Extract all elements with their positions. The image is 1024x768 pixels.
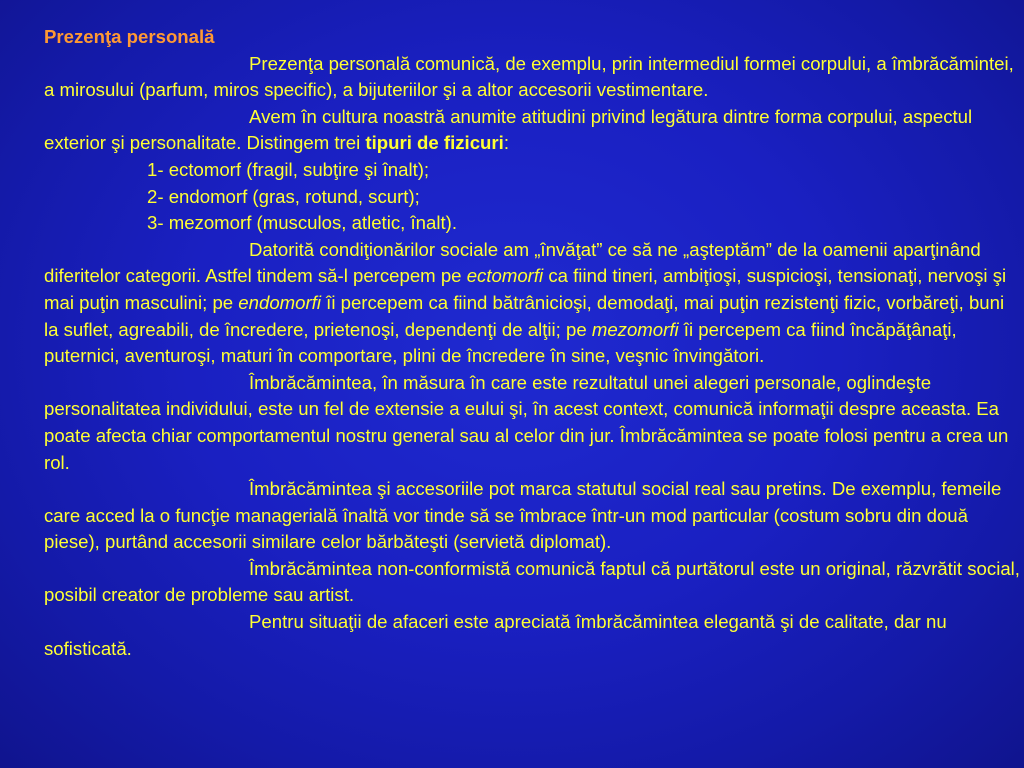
paragraph-2-end: : [503,132,509,154]
paragraph-3 [44,237,1020,370]
paragraph-2 [44,104,1020,157]
paragraph-5: Îmbrăcămintea şi accesoriile pot marca statutul social real sau pretins. De exemplu, femeile care acced la o funcţie managerială înaltă vor tinde să se îmbrace într-un mod particular (costum sobru din două piese), purtând accesorii similare celor bărbăteşti (servietă diplomat). [44,478,1002,553]
paragraph-7: Pentru situaţii de afaceri este apreciată îmbrăcămintea elegantă şi de calitate, dar nu sofisticată. [44,611,947,659]
paragraph-3-b: ca fiind tineri, ambiţioşi, suspicioşi, tensionaţi, nervoşi şi mai puţin masculini; pe [44,265,1007,313]
term-ectomorfi: ectomorfi [466,265,544,287]
paragraph-3-c: îi percepem ca fiind bătrânicioşi, demodaţi, mai puţin rezistenţi fizic, vorbăreţi, buni la suflet, agreabili, de încredere, prietenoşi, dependenţi de alţii; pe [44,291,1005,340]
term-endomorfi: endomorfi [238,291,321,313]
term-mezomorfi: mezomorfi [591,318,679,340]
paragraph-1: Prezenţa personală comunică, de exemplu, prin intermediul formei corpului, a îmbrăcămintei, a mirosului (parfum, miros specific), a bijuteriilor şi a altor accesorii vestimentare. [44,52,1014,101]
paragraph-4: Îmbrăcămintea, în măsura în care este rezultatul unei alegeri personale, oglindeşte personalitatea individului, este un fel de extensie a eului şi, în acest context, comunică informaţii despre aceasta. Ea poate afecta chiar comportamentul nostru general sau al celor din jur. Îmbrăcămintea se poate folosi pentru a crea un rol. [44,371,1009,473]
paragraph-3-a: Datorită condiţionărilor sociale am „învăţat” ce să ne „aşteptăm” de la oamenii aparţinând diferitelor categorii. Astfel tindem să-l percepem pe [44,238,981,287]
physique-types-term: tipuri de fizicuri [365,132,504,154]
list-item-mezomorf: 3- mezomorf (musculos, atletic, înalt). [147,212,457,234]
slide-title: Prezenţa personală [44,26,215,47]
list-item-endomorf: 2- endomorf (gras, rotund, scurt); [147,185,420,207]
paragraph-2-text: Avem în cultura noastră anumite atitudini privind legătura dintre forma corpului, aspectul exterior şi personalitate. Distingem trei [44,105,973,154]
list-item-ectomorf: 1- ectomorf (fragil, subţire şi înalt); [147,158,430,180]
slide-content [44,24,1020,662]
paragraph-3-d: îi percepem ca fiind încăpăţânaţi, puternici, aventuroşi, maturi în comportare, plini de încredere în sine, veşnic învingători. [44,318,957,367]
paragraph-6: Îmbrăcămintea non-conformistă comunică faptul că purtătorul este un original, răzvrătit social, posibil creator de probleme sau artist. [44,557,1020,606]
